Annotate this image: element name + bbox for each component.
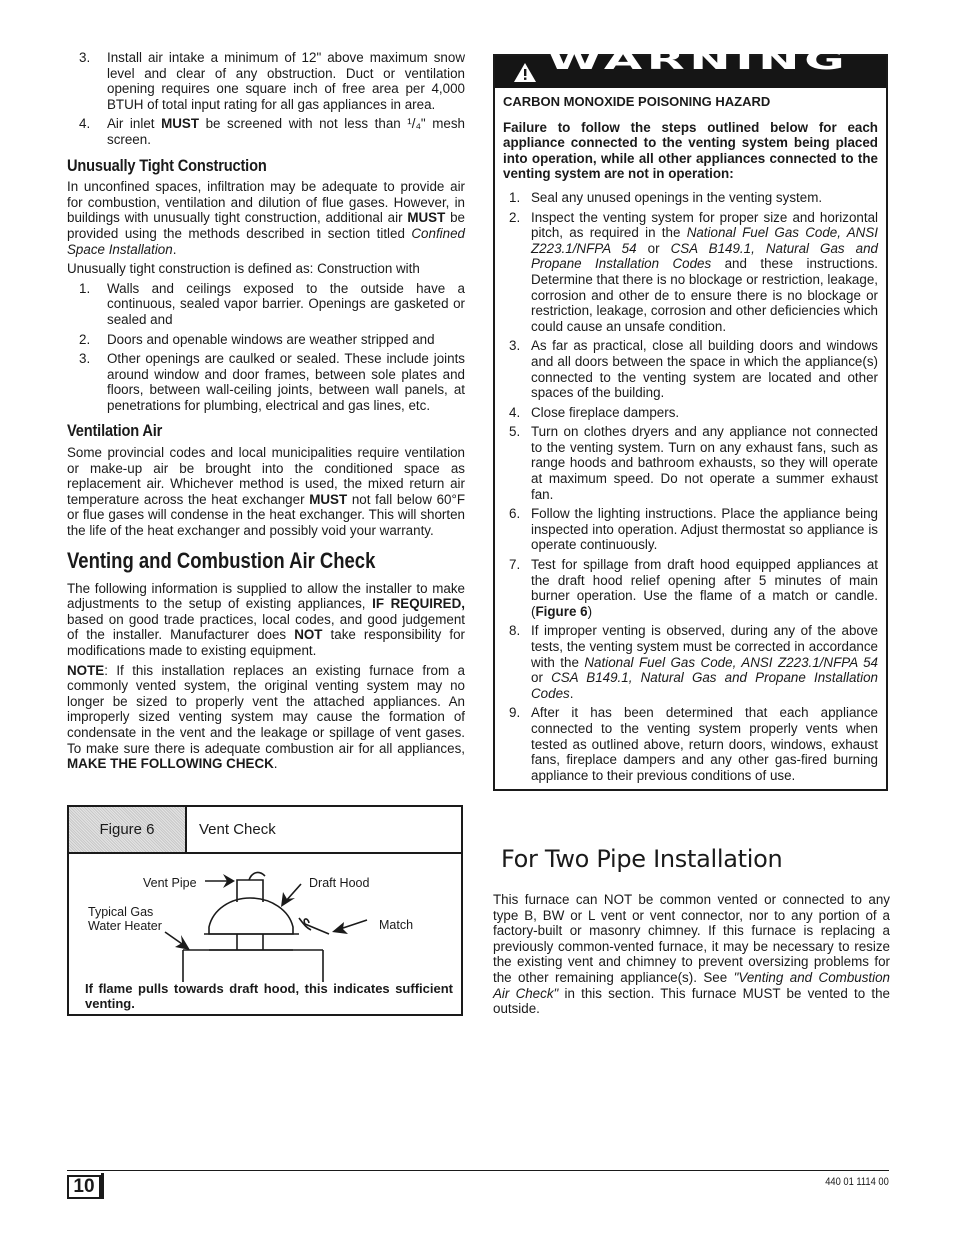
hazard-title: CARBON MONOXIDE POISONING HAZARD	[503, 94, 771, 109]
figure-caption: If flame pulls towards draft hood, this indicates sufficient venting.	[85, 981, 453, 1011]
item-number: 3.	[79, 351, 91, 367]
item-text: Other openings are caulked or sealed. These include joints around window and door frames, between sole plates and floors, between wall-ceiling joints, between wall panels, at penetrations for plumbing, electrical and gas lines, etc.	[107, 351, 465, 413]
item-number: 2.	[79, 331, 91, 347]
item-number: 4.	[79, 116, 91, 132]
warning-lead: Failure to follow the steps outlined below for each appliance connected to the venting system being placed into operation, while all other appliances connected to the venting system are not in operation:	[503, 119, 878, 182]
step-text: Inspect the venting system for proper size and horizontal pitch, as required in the National Fuel Gas Code, ANSI Z223.1/NFPA 54 or CSA B149.1, Natural Gas and Propane Installation Codes and these instructions. Determine that there is no blockage or restriction, leakage, corrosion and other de to ensure there is no blockage or restriction, leakage, corrosion and other deficiencies which could cause an unsafe condition.	[531, 209, 879, 334]
step-text: As far as practical, close all building doors and windows and all doors between the space in which the appliance(s) connected to the venting system are located and other spaces of the building.	[531, 338, 878, 401]
warning-box	[493, 44, 888, 791]
warning-steps-list	[503, 190, 878, 783]
warning-step	[503, 623, 878, 701]
tight-construction-list	[67, 281, 465, 414]
figure-vent-check	[67, 805, 463, 1016]
warning-step	[503, 338, 878, 400]
warning-content	[495, 88, 886, 783]
list-item	[67, 351, 465, 413]
figure-title: Vent Check	[199, 820, 276, 838]
label-heater-line2: Water Heater	[88, 919, 162, 933]
tight-construction-paragraph: In unconfined spaces, infiltration may be adequate to provide air for combustion, ventilation and dilution of flue gases. However, in buildings with unusually tight construction, additional air MUST be provided using the methods described in section titled Confined Space Installation.	[67, 179, 465, 257]
warning-triangle-icon	[513, 62, 537, 83]
warning-step	[503, 424, 878, 502]
warning-banner	[495, 44, 886, 88]
step-text: After it has been determined that each appliance connected to the venting system properly vents when tested as outlined above, return doors, windows, exhaust fans, fireplace dampers and any other gas-fired burning appliance to their previous conditions of use.	[531, 705, 878, 783]
step-number: 3.	[509, 338, 521, 354]
air-intake-list	[67, 50, 465, 148]
label-draft-hood: Draft Hood	[309, 876, 370, 890]
step-text: Seal any unused openings in the venting system.	[531, 189, 823, 205]
section-heading-ventilation-air: Ventilation Air	[67, 421, 163, 441]
label-heater-line1: Typical Gas	[88, 905, 154, 919]
item-number: 3.	[79, 50, 91, 65]
footer-rule	[67, 1170, 889, 1171]
label-match: Match	[379, 918, 414, 932]
two-pipe-section	[493, 842, 890, 1021]
list-item	[67, 332, 465, 348]
section-heading-tight-construction: Unusually Tight Construction	[67, 155, 267, 175]
two-pipe-heading: For Two Pipe Installation	[501, 845, 783, 873]
document-code: 440 01 1114 00	[825, 1176, 889, 1188]
step-number: 5.	[509, 424, 521, 440]
step-number: 7.	[509, 557, 521, 573]
warning-step	[503, 405, 878, 421]
step-number: 2.	[509, 209, 521, 225]
venting-check-paragraph: The following information is supplied to allow the installer to make adjustments to the setup of existing appliances, IF REQUIRED, based on good trade practices, local codes, and good judgement of the installer. Manufacturer does NOT take responsibility for modifications made to existing equipment.	[67, 580, 466, 658]
step-text: Close fireplace dampers.	[531, 404, 680, 420]
step-number: 4.	[509, 404, 521, 420]
page-number: 10	[67, 1175, 101, 1199]
left-column	[67, 50, 465, 776]
step-text: Follow the lighting instructions. Place the appliance being inspected into operation. Adjust thermostat so appliance is operate continuously.	[531, 506, 878, 553]
step-text: If improper venting is observed, during any of the above tests, the venting system must be corrected in accordance with the National Fuel Gas Code, ANSI Z223.1/NFPA 54 or CSA B149.1, Natural Gas and Propane Installation Codes.	[531, 623, 878, 701]
list-item	[67, 281, 465, 328]
step-number: 8.	[509, 623, 521, 639]
figure-diagram	[69, 854, 461, 1016]
tight-construction-definition: Unusually tight construction is defined as: Construction with	[67, 261, 420, 277]
item-text: Walls and ceilings exposed to the outside have a continuous, sealed vapor barrier. Openings are gasketed or sealed and	[107, 280, 465, 327]
section-heading-venting-check: Venting and Combustion Air Check	[67, 547, 376, 573]
water-heater-shape	[183, 950, 323, 982]
warning-step	[503, 557, 878, 619]
step-number: 9.	[509, 705, 521, 721]
item-text: Install air intake a minimum of 12" above maximum snow level and clear of any obstruction. Duct or ventilation opening requires one square inch of free area per 4,000 BTUH of total input rating for all gas appliances in area.	[107, 50, 465, 112]
match-shape	[304, 919, 329, 934]
two-pipe-paragraph: This furnace can NOT be common vented or connected to any type B, BW or L vent or vent connector, nor to any portion of a factory-built or masonry chimney. If this furnace is replacing a previously common-vented furnace, it may be necessary to resize the existing vent and chimney to prevent oversizing problems for the other remaining appliance(s). See "Venting and Combustion Air Check" in this section. This furnace MUST be vented to the outside.	[493, 892, 891, 1017]
warning-step	[503, 506, 878, 553]
list-item	[67, 116, 465, 147]
warning-step	[503, 190, 878, 206]
step-text: Turn on clothes dryers and any appliance not connected to the venting system. Turn on any exhaust fans, such as range hoods and bathroom exhausts, so they will operate at maximum speed. Do not operate a summer exhaust fan.	[531, 424, 878, 502]
figure-number: Figure 6	[69, 807, 187, 852]
warning-title: WARNING	[547, 44, 850, 76]
item-text: Doors and openable windows are weather stripped and	[107, 331, 435, 347]
figure-header	[69, 807, 461, 854]
warning-step	[503, 705, 878, 783]
ventilation-air-paragraph: Some provincial codes and local municipalities require ventilation or make-up air be brought into the conditioned space as replacement air. Whichever method is used, the mixed return air temperature across the heat exchanger MUST not fall below 60°F or flue gases will condense in the heat exchanger. This will shorten the life of the heat exchanger and possibly void your warranty.	[67, 445, 465, 539]
list-item	[67, 50, 465, 112]
step-number: 6.	[509, 506, 521, 522]
venting-check-note: NOTE: If this installation replaces an existing furnace from a commonly vented system, the original venting system may no longer be sized to properly vent the attached appliances. An improperly sized venting system may cause the formation of condensate in the vent and the leakage or spillage of vent gases. To make sure there is adequate combustion air for all appliances, MAKE THE FOLLOWING CHECK.	[67, 662, 465, 772]
draft-hood-shape	[209, 898, 293, 934]
item-number: 1.	[79, 280, 91, 296]
label-vent-pipe: Vent Pipe	[143, 876, 197, 890]
step-number: 1.	[509, 189, 521, 205]
warning-step	[503, 210, 878, 335]
step-text: Test for spillage from draft hood equipped appliances at the draft hood relief opening after 5 minutes of main burner operation. Use the flame of a match or candle. (Figure 6)	[531, 557, 878, 619]
item-text: Air inlet MUST be screened with not less than ¹/₄" mesh screen.	[107, 116, 465, 147]
